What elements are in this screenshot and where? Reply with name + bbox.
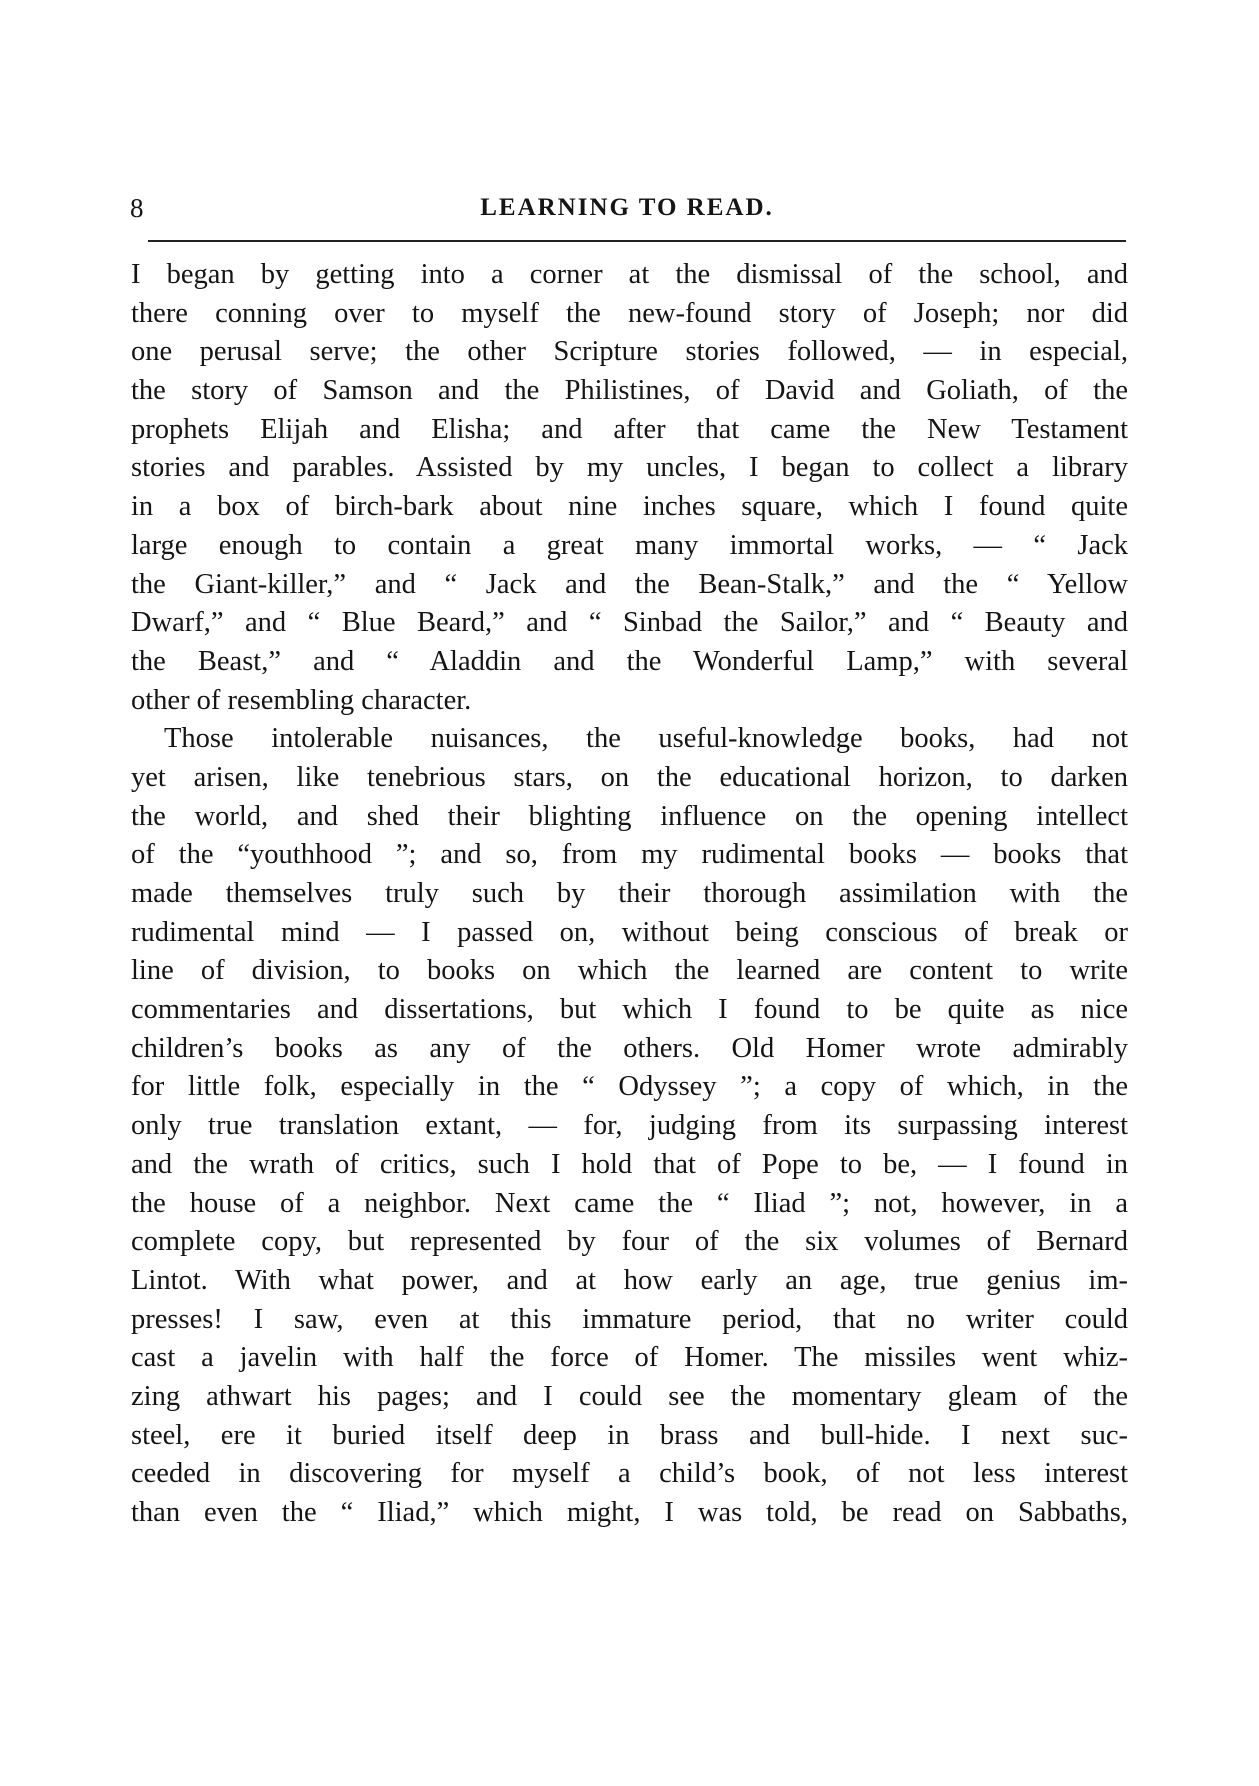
text-line: of the “youthhood ”; and so, from my rudimental books — books that	[131, 839, 1128, 871]
running-head	[128, 190, 1126, 226]
text-line: line of division, to books on which the learned are content to write	[131, 955, 1128, 987]
text-line: one perusal serve; the other Scripture stories followed, — in especial,	[131, 336, 1128, 368]
text-line: the world, and shed their blighting influence on the opening intellect	[131, 800, 1128, 832]
text-line: there conning over to myself the new-found story of Joseph; nor did	[131, 297, 1128, 329]
text-line: large enough to contain a great many immortal works, — “ Jack	[131, 529, 1128, 561]
text-line: the Giant-killer,” and “ Jack and the Bean-Stalk,” and the “ Yellow	[131, 568, 1128, 600]
text-line: Those intolerable nuisances, the useful-knowledge books, had not	[164, 723, 1128, 755]
header-rule	[148, 240, 1126, 242]
text-line: the house of a neighbor. Next came the “ Iliad ”; not, however, in a	[131, 1187, 1128, 1219]
text-line: cast a javelin with half the force of Homer. The missiles went whiz-	[131, 1342, 1128, 1374]
text-line: in a box of birch-bark about nine inches square, which I found quite	[131, 491, 1128, 523]
text-line: ceeded in discovering for myself a child’s book, of not less interest	[131, 1458, 1128, 1490]
text-line: made themselves truly such by their thorough assimilation with the	[131, 878, 1128, 909]
text-line: only true translation extant, — for, judging from its surpassing interest	[131, 1110, 1128, 1142]
text-line: zing athwart his pages; and I could see the momentary gleam of the	[131, 1380, 1128, 1412]
text-line: I began by getting into a corner at the dismissal of the school, and	[131, 259, 1128, 290]
text-line: commentaries and dissertations, but which I found to be quite as nice	[131, 994, 1128, 1026]
paragraph-1	[131, 256, 1128, 720]
text-line: prophets Elijah and Elisha; and after that came the New Testament	[131, 413, 1128, 445]
page-number: 8	[130, 193, 144, 223]
text-line: steel, ere it buried itself deep in brass and bull-hide. I next suc-	[131, 1419, 1128, 1451]
text-line: yet arisen, like tenebrious stars, on the educational horizon, to darken	[131, 761, 1128, 793]
text-line: Lintot. With what power, and at how early an age, true genius im-	[131, 1264, 1128, 1296]
body-text	[131, 256, 1128, 1533]
text-line: children’s books as any of the others. Old Homer wrote admirably	[131, 1032, 1128, 1064]
text-line: for little folk, especially in the “ Odyssey ”; a copy of which, in the	[131, 1071, 1128, 1103]
text-line: presses! I saw, even at this immature period, that no writer could	[131, 1303, 1128, 1335]
paragraph-2	[131, 720, 1128, 1532]
text-line: other of resembling character.	[131, 684, 472, 716]
text-line: complete copy, but represented by four of the six volumes of Bernard	[131, 1226, 1128, 1258]
running-title: LEARNING TO READ.	[480, 194, 774, 221]
text-line: and the wrath of critics, such I hold that of Pope to be, — I found in	[131, 1148, 1128, 1180]
text-line: the Beast,” and “ Aladdin and the Wonderful Lamp,” with several	[131, 645, 1128, 677]
text-line: the story of Samson and the Philistines, of David and Goliath, of the	[131, 375, 1128, 407]
text-line: stories and parables. Assisted by my uncles, I began to collect a library	[131, 452, 1128, 484]
text-line: Dwarf,” and “ Blue Beard,” and “ Sinbad the Sailor,” and “ Beauty and	[131, 607, 1128, 639]
text-line: rudimental mind — I passed on, without being conscious of break or	[131, 916, 1128, 948]
text-line: than even the “ Iliad,” which might, I was told, be read on Sabbaths,	[131, 1497, 1128, 1528]
